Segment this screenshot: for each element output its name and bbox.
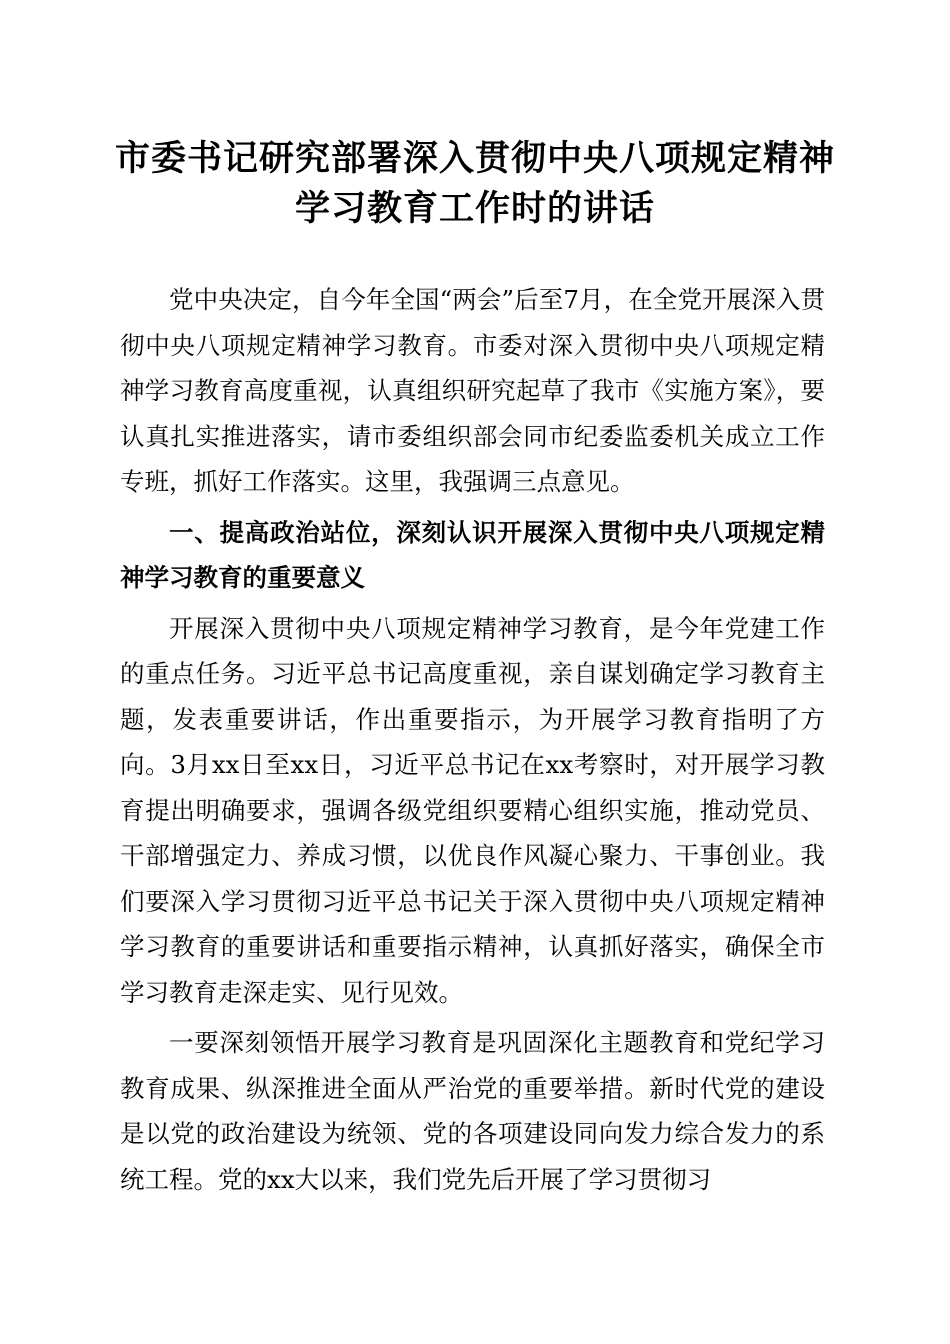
paragraph-point-1: 一要深刻领悟开展学习教育是巩固深化主题教育和党纪学习教育成果、纵深推进全面从严治党的重要举措。新时代党的建设是以党的政治建设为统领、党的各项建设同向发力综合发力的系统工程。党的xx大以来，我们党先后开展了学习贯彻习 bbox=[120, 1028, 825, 1194]
title-line-2: 学习教育工作时的讲话 bbox=[294, 188, 655, 229]
paragraph-section-1: 开展深入贯彻中央八项规定精神学习教育，是今年党建工作的重点任务。习近平总书记高度重视，亲自谋划确定学习教育主题，发表重要讲话，作出重要指示，为开展学习教育指明了方向。3月xx日至xx日，习近平总书记在xx考察时，对开展学习教育提出明确要求，强调各级党组织要精心组织实施，推动党员、干部增强定力、养成习惯，以优良作风凝心聚力、干事创业。我们要深入学习贯彻习近平总书记关于深入贯彻中央八项规定精神学习教育的重要讲话和重要指示精神，认真抓好落实，确保全市学习教育走深走实、见行见效。 bbox=[120, 613, 825, 1007]
title-line-1: 市委书记研究部署深入贯彻中央八项规定精神 bbox=[114, 138, 835, 179]
section-heading-1: 一、提高政治站位，深刻认识开展深入贯彻中央八项规定精神学习教育的重要意义 bbox=[120, 517, 825, 592]
paragraph-intro: 党中央决定，自今年全国“两会”后至7月，在全党开展深入贯彻中央八项规定精神学习教育。市委对深入贯彻中央八项规定精神学习教育高度重视，认真组织研究起草了我市《实施方案》，要认真扎实推进落实，请市委组织部会同市纪委监委机关成立工作专班，抓好工作落实。这里，我强调三点意见。 bbox=[120, 285, 825, 496]
document-body bbox=[120, 277, 825, 1202]
document-title bbox=[100, 134, 850, 234]
